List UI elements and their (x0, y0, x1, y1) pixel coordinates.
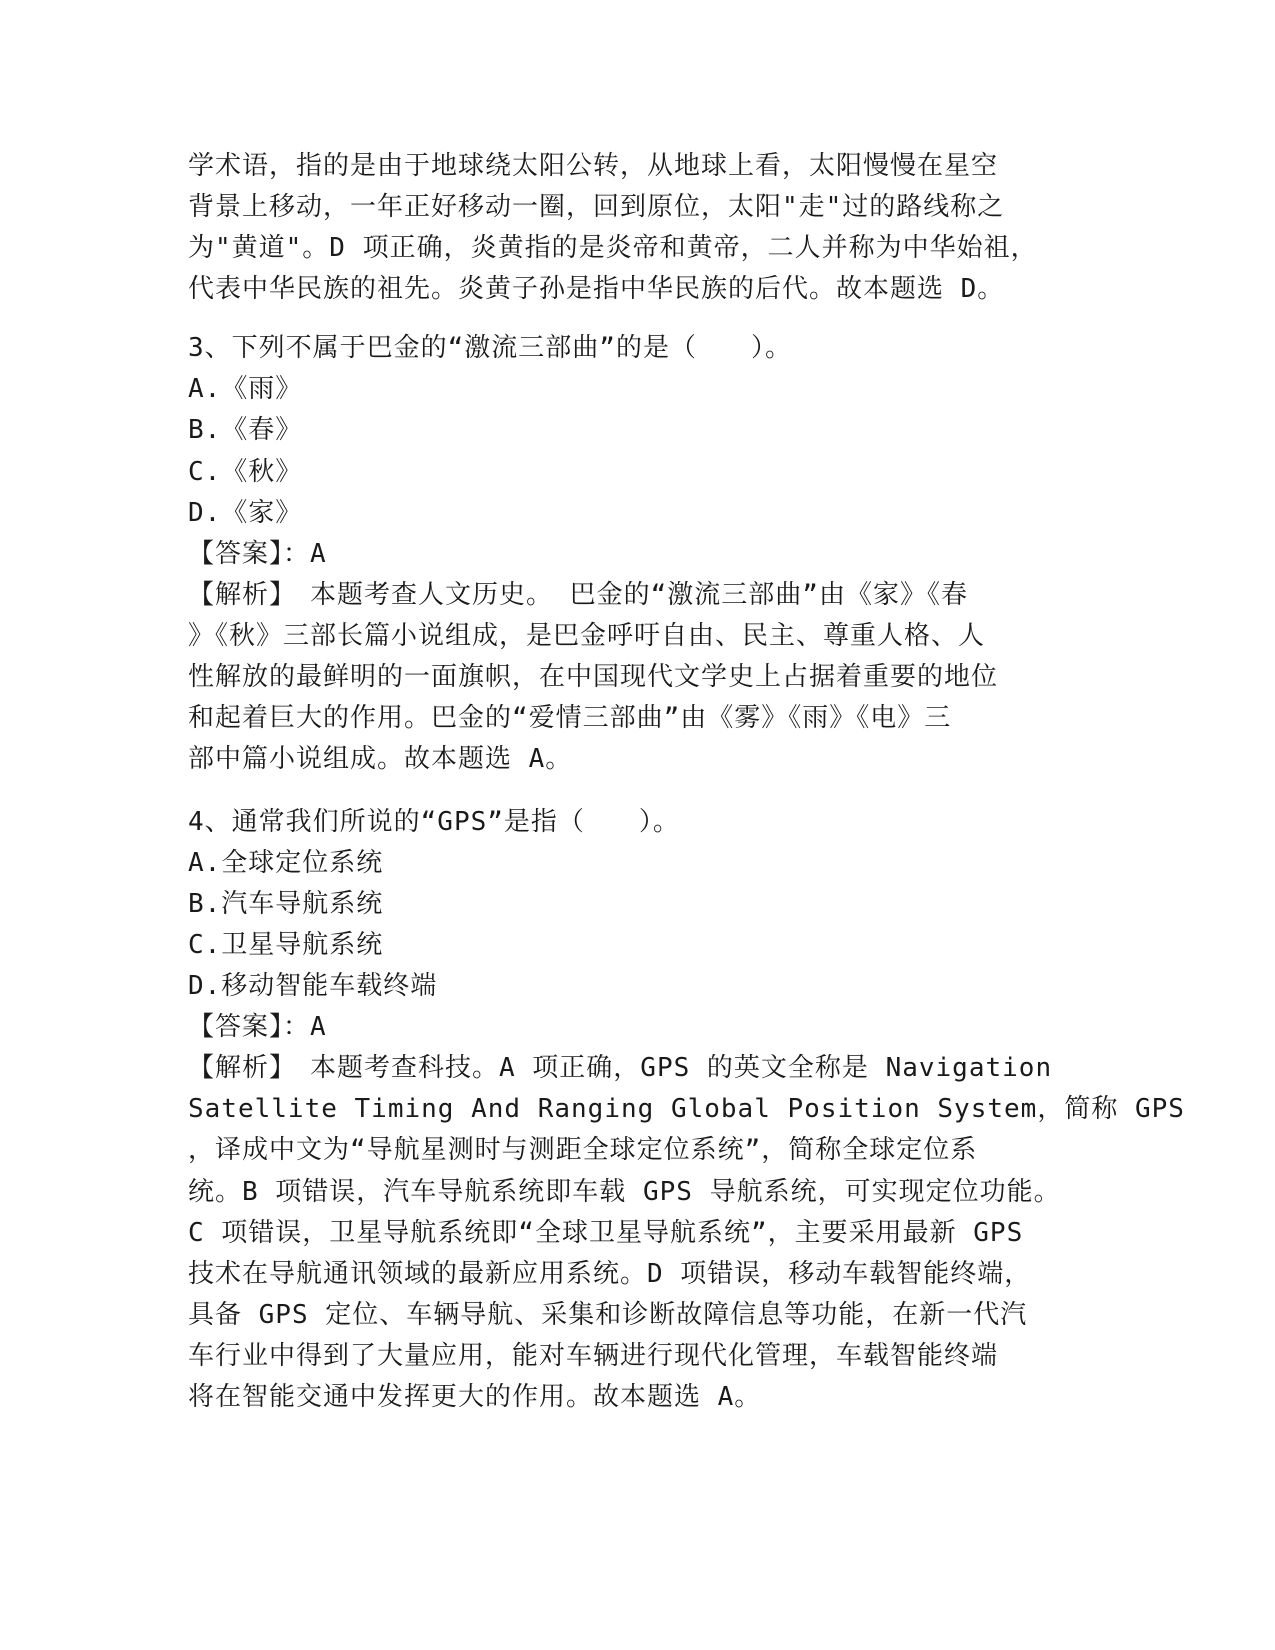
intro-line: 代表中华民族的祖先。炎黄子孙是指中华民族的后代。故本题选 D。 (188, 274, 1005, 304)
question-4: 4、通常我们所说的“GPS”是指（ ）。 (188, 807, 680, 837)
q3-option-b: B.《春》 (188, 415, 303, 445)
q3-analysis-line: 【解析】 本题考查人文历史。 巴金的“激流三部曲”由《家》《春 (188, 580, 968, 610)
intro-line: 学术语，指的是由于地球绕太阳公转，从地球上看，太阳慢慢在星空 (188, 151, 999, 181)
question-3: 3、下列不属于巴金的“激流三部曲”的是（ ）。 (188, 333, 792, 363)
q3-analysis-line: 性解放的最鲜明的一面旗帜，在中国现代文学史上占据着重要的地位 (188, 662, 999, 692)
q3-option-d: D.《家》 (188, 498, 303, 528)
q4-option-a: A.全球定位系统 (188, 848, 384, 878)
q3-analysis-line: 》《秋》三部长篇小说组成，是巴金呼吁自由、民主、尊重人格、人 (188, 621, 986, 651)
q3-option-c: C.《秋》 (188, 457, 303, 487)
q4-analysis-line: 车行业中得到了大量应用，能对车辆进行现代化管理，车载智能终端 (188, 1341, 999, 1371)
q4-answer: 【答案】：A (188, 1012, 327, 1042)
q4-analysis-line: Satellite Timing And Ranging Global Position System，简称 GPS (188, 1094, 1185, 1124)
q4-analysis-line: 统。B 项错误，汽车导航系统即车载 GPS 导航系统，可实现定位功能。 (188, 1177, 1061, 1207)
q4-analysis-line: 【解析】 本题考查科技。A 项正确，GPS 的英文全称是 Navigation (188, 1053, 1053, 1083)
q3-analysis-line: 部中篇小说组成。故本题选 A。 (188, 744, 573, 774)
q4-analysis-line: 具备 GPS 定位、车辆导航、采集和诊断故障信息等功能，在新一代汽 (188, 1300, 1028, 1330)
q4-analysis-line: ，译成中文为“导航星测时与测距全球定位系统”，简称全球定位系 (188, 1135, 978, 1165)
q4-option-d: D.移动智能车载终端 (188, 971, 438, 1001)
q4-option-c: C.卫星导航系统 (188, 930, 384, 960)
q4-analysis-line: 将在智能交通中发挥更大的作用。故本题选 A。 (188, 1382, 762, 1412)
q4-analysis-line: 技术在导航通讯领域的最新应用系统。D 项错误，移动车载智能终端， (188, 1259, 1032, 1289)
q3-answer: 【答案】：A (188, 539, 327, 569)
intro-line: 背景上移动，一年正好移动一圈，回到原位，太阳"走"过的路线称之 (188, 192, 1005, 222)
q4-analysis-line: C 项错误，卫星导航系统即“全球卫星导航系统”，主要采用最新 GPS (188, 1218, 1024, 1248)
q3-analysis-line: 和起着巨大的作用。巴金的“爱情三部曲”由《雾》《雨》《电》三 (188, 703, 952, 733)
q3-option-a: A.《雨》 (188, 374, 303, 404)
q4-option-b: B.汽车导航系统 (188, 889, 384, 919)
intro-line: 为"黄道"。D 项正确，炎黄指的是炎帝和黄帝，二人并称为中华始祖， (188, 233, 1038, 263)
